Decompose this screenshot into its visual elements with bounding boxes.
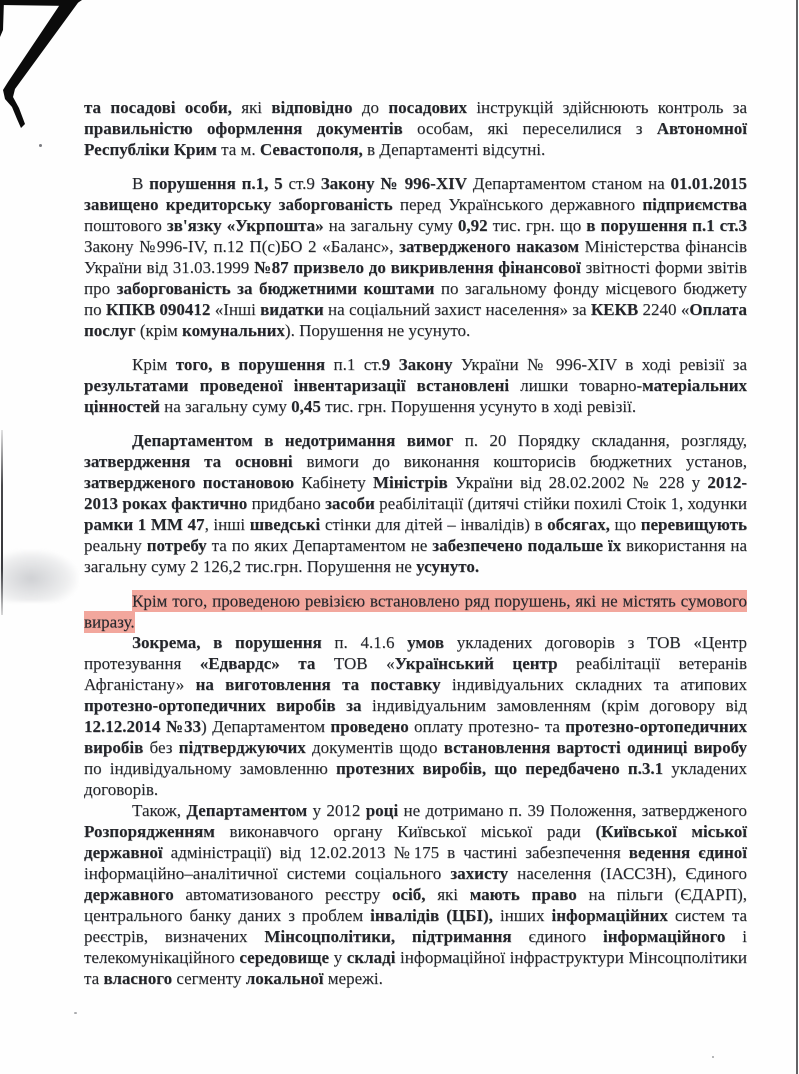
text-segment: інших	[492, 906, 552, 925]
text-segment: на виготовлення та поставку	[195, 675, 441, 694]
paragraph	[84, 632, 747, 800]
text-segment: Оплата послуг	[84, 300, 748, 340]
text-segment: та м.	[216, 140, 260, 159]
text-segment: лишки товарно-	[509, 376, 643, 395]
text-segment: локальної	[245, 969, 324, 988]
text-segment: виконавчого органу Київської міської ради	[214, 822, 596, 841]
text-segment: середовище	[239, 948, 330, 967]
text-segment: порушення п.1, 5	[149, 174, 283, 193]
text-segment: автоматизованого реєстру	[173, 885, 392, 904]
text-segment: Департаментом	[186, 801, 308, 820]
text-segment: проведено	[330, 717, 409, 736]
text-segment: підприємства	[642, 195, 748, 214]
text-segment: в порушення п.1 ст.3	[586, 216, 748, 235]
text-segment: матеріальних цінностей	[84, 376, 747, 416]
text-segment: 12.12.2014 №33	[84, 717, 202, 736]
highlighted-text: Крім того, проведеною ревізією встановлено ряд порушень, які не містять сумового виразу.	[84, 591, 747, 631]
text-segment: Також,	[132, 801, 187, 820]
text-segment: посадових	[388, 98, 468, 117]
text-segment: тис. грн. що	[487, 216, 587, 235]
text-segment: систем та реєстрів, визначених	[84, 906, 748, 946]
text-segment: комунальних	[182, 321, 285, 340]
text-segment: Закону №996-IV, п.12 П(с)БО 2 «Баланс»,	[84, 237, 400, 256]
text-segment: які	[241, 98, 272, 117]
text-segment: заборгованість за бюджетними коштами	[116, 279, 435, 298]
text-segment: вимоги до виконання кошторисів бюджетних установ,	[292, 452, 747, 471]
text-segment: підтверджуючих	[178, 738, 306, 757]
text-segment: 2240 «	[638, 300, 690, 319]
paragraph	[84, 97, 747, 160]
scan-speck	[74, 1012, 77, 1014]
text-segment: єдиного	[511, 927, 604, 946]
text-segment: рамки 1 ММ 47	[84, 515, 205, 534]
document-body	[84, 97, 747, 989]
text-segment: Департаментом станом на	[467, 174, 671, 193]
text-segment: п. 20 Порядку складання, розгляду,	[453, 431, 747, 450]
text-segment: Розпорядженням	[84, 822, 215, 841]
text-segment: особам, які переселилися з	[402, 119, 657, 138]
text-segment: Зокрема, в порушення	[132, 633, 322, 652]
text-segment: власного	[103, 969, 173, 988]
text-segment: ведення єдиної	[628, 843, 747, 862]
text-segment: України № 996-XIV в ході ревізії за	[452, 355, 747, 374]
text-segment: засоби	[325, 494, 375, 513]
text-segment: ). Порушення не усунуто.	[284, 321, 471, 340]
text-segment: 01.01.2015 завищено кредиторську заборгованість	[84, 174, 747, 214]
text-segment: Міністрів	[372, 473, 448, 492]
text-segment: до	[352, 98, 389, 117]
paragraph	[84, 173, 747, 341]
text-segment: «Інші	[210, 300, 261, 319]
text-segment: і телекомунікаційного	[84, 927, 747, 967]
text-segment: №87 призвело до викривлення фінансової	[254, 258, 581, 277]
text-segment: адміністрації) від 12.02.2013 №175 в частині забезпечення	[162, 843, 629, 862]
text-segment: реабілітації (дитячі стійки похилі Стоік 1, ходунки	[374, 494, 748, 513]
text-segment: Міністерства фінансів України від 31.03.1999	[84, 237, 747, 277]
text-segment: поштового	[84, 216, 167, 235]
text-segment: на загальну суму	[159, 397, 292, 416]
text-segment: відповідно	[271, 98, 353, 117]
text-segment: тис. грн. Порушення усунуто в ході ревізії.	[320, 397, 637, 416]
text-segment: затвердженого постановою	[84, 473, 295, 492]
text-segment: КПКВ 090412	[105, 300, 211, 319]
text-segment: України від 28.02.2002 № 228 у	[447, 473, 708, 492]
text-segment: інвалідів (ЦБІ),	[370, 906, 493, 925]
text-segment: затвердженого наказом	[399, 237, 580, 256]
text-segment: шведські	[249, 515, 321, 534]
text-segment: індивідуальним замовленням (крім договору від	[361, 696, 748, 715]
text-segment: по індивідуальному замовленню	[84, 759, 337, 778]
text-segment: видатки	[260, 300, 324, 319]
scan-speck	[39, 144, 42, 147]
text-segment: на загальну суму	[323, 216, 458, 235]
text-segment: в Департаменті відсутні.	[362, 140, 546, 159]
text-segment: протезно-ортопедичних виробів за	[84, 696, 362, 715]
text-segment: придбано	[247, 494, 326, 513]
text-segment: мають право	[469, 885, 577, 904]
text-segment: на соціальний захист населення» за	[323, 300, 591, 319]
text-segment: у 2012	[307, 801, 366, 820]
text-segment: державного	[84, 885, 174, 904]
text-segment: осіб,	[391, 885, 426, 904]
text-segment: по загальному фонду місцевого бюджету по	[84, 279, 747, 319]
text-segment: інформаційного	[603, 927, 726, 946]
text-segment: інформаційно–аналітичної системи соціального	[84, 864, 451, 883]
text-segment: умов	[407, 633, 445, 652]
text-segment: затвердження та основні	[84, 452, 293, 471]
text-segment: реальну	[84, 536, 147, 555]
text-segment: встановлення вартості одиниці виробу	[443, 738, 747, 757]
text-segment: використання на загальну суму 2 126,2 тис.грн. Порушення не	[84, 536, 747, 576]
text-segment: Департаментом в недотримання вимог	[132, 431, 454, 450]
text-segment: протезно-ортопедичних виробів	[84, 717, 747, 757]
text-segment: населення (ІАССЗН), Єдиного	[508, 864, 747, 883]
text-segment: документів щодо	[305, 738, 444, 757]
text-segment: того, в порушення	[175, 355, 326, 374]
text-segment: ст.9	[282, 174, 321, 193]
text-segment: протезних виробів, що передбачено п.3.1	[336, 759, 664, 778]
text-segment: усунуто.	[416, 557, 480, 576]
text-segment: звітності форми звітів про	[84, 258, 747, 298]
text-segment: п.1 ст.	[325, 355, 382, 374]
text-segment: 9 Закону	[381, 355, 453, 374]
text-segment: сегменту	[172, 969, 246, 988]
text-segment: Автономної Республіки Крим	[84, 119, 747, 159]
text-segment: , інші	[204, 515, 250, 534]
text-segment: результатами проведеної інвентаризації встановлені	[84, 376, 510, 395]
text-segment: зв'язку «Укрпошта»	[166, 216, 324, 235]
text-segment: не дотримано п. 39 Положення, затвердженого	[398, 801, 747, 820]
text-segment: році	[365, 801, 399, 820]
text-segment: (крім	[135, 321, 183, 340]
text-segment: реабілітації ветеранів Афганістану»	[84, 654, 747, 694]
paragraph	[84, 800, 747, 989]
text-segment: (Київської міської державної	[84, 822, 747, 862]
text-segment: ) Департаментом	[201, 717, 331, 736]
text-segment: потребу	[146, 536, 207, 555]
text-segment: укладених договорів.	[84, 759, 747, 799]
text-segment: на пільги (ЄДАРП), центрального банку даних з проблем	[84, 885, 748, 925]
text-segment: обсягах,	[547, 515, 610, 534]
text-segment: та посадові особи,	[84, 98, 242, 117]
text-segment: які	[425, 885, 470, 904]
text-segment: інформаційних	[551, 906, 668, 925]
paragraph	[84, 590, 747, 632]
text-segment: укладених договорів з ТОВ «Центр протезування	[84, 633, 747, 673]
text-segment: 2012-2013 роках фактично	[84, 473, 747, 513]
text-segment: Крім	[132, 355, 176, 374]
text-segment: перевищують	[640, 515, 747, 534]
scan-speck	[712, 1056, 714, 1058]
text-segment: п. 4.1.6	[321, 633, 408, 652]
text-segment: 0,45	[291, 397, 321, 416]
text-segment: Кабінету	[294, 473, 373, 492]
text-segment: КЕКВ	[590, 300, 639, 319]
text-segment: Мінсоцполітики, підтримання	[264, 927, 512, 946]
text-segment: В	[132, 174, 150, 193]
text-segment: інструкцій здійснюють контроль за	[467, 98, 747, 117]
text-segment: забезпечено подальше їх	[432, 536, 622, 555]
text-segment: що	[609, 515, 641, 534]
text-segment: складі	[346, 948, 396, 967]
text-segment: Закону № 996-XIV	[320, 174, 468, 193]
text-segment: Український центр	[394, 654, 558, 673]
text-segment: індивідуальних складних та атипових	[440, 675, 747, 694]
text-segment: інформаційної інфраструктури Мінсоцполітики та	[84, 948, 747, 988]
text-segment: ТОВ «	[315, 654, 395, 673]
text-segment: Севастополя,	[259, 140, 363, 159]
text-segment: «Едвардс» та	[199, 654, 316, 673]
text-segment: у	[329, 948, 347, 967]
text-segment: та по яких Департаментом не	[206, 536, 433, 555]
text-segment: правильністю оформлення документів	[84, 119, 403, 138]
paragraph	[84, 430, 747, 577]
paragraph	[84, 354, 747, 417]
scan-smudge	[0, 550, 78, 602]
scan-right-edge-line	[796, 0, 798, 1074]
text-segment: захисту	[450, 864, 509, 883]
text-segment: без	[143, 738, 179, 757]
text-segment: стінки для дітей – інвалідів) в	[320, 515, 548, 534]
text-segment: мережі.	[323, 969, 383, 988]
text-segment: оплату протезно- та	[408, 717, 566, 736]
text-segment: перед Українського державного	[392, 195, 643, 214]
text-segment: 0,92	[457, 216, 488, 235]
